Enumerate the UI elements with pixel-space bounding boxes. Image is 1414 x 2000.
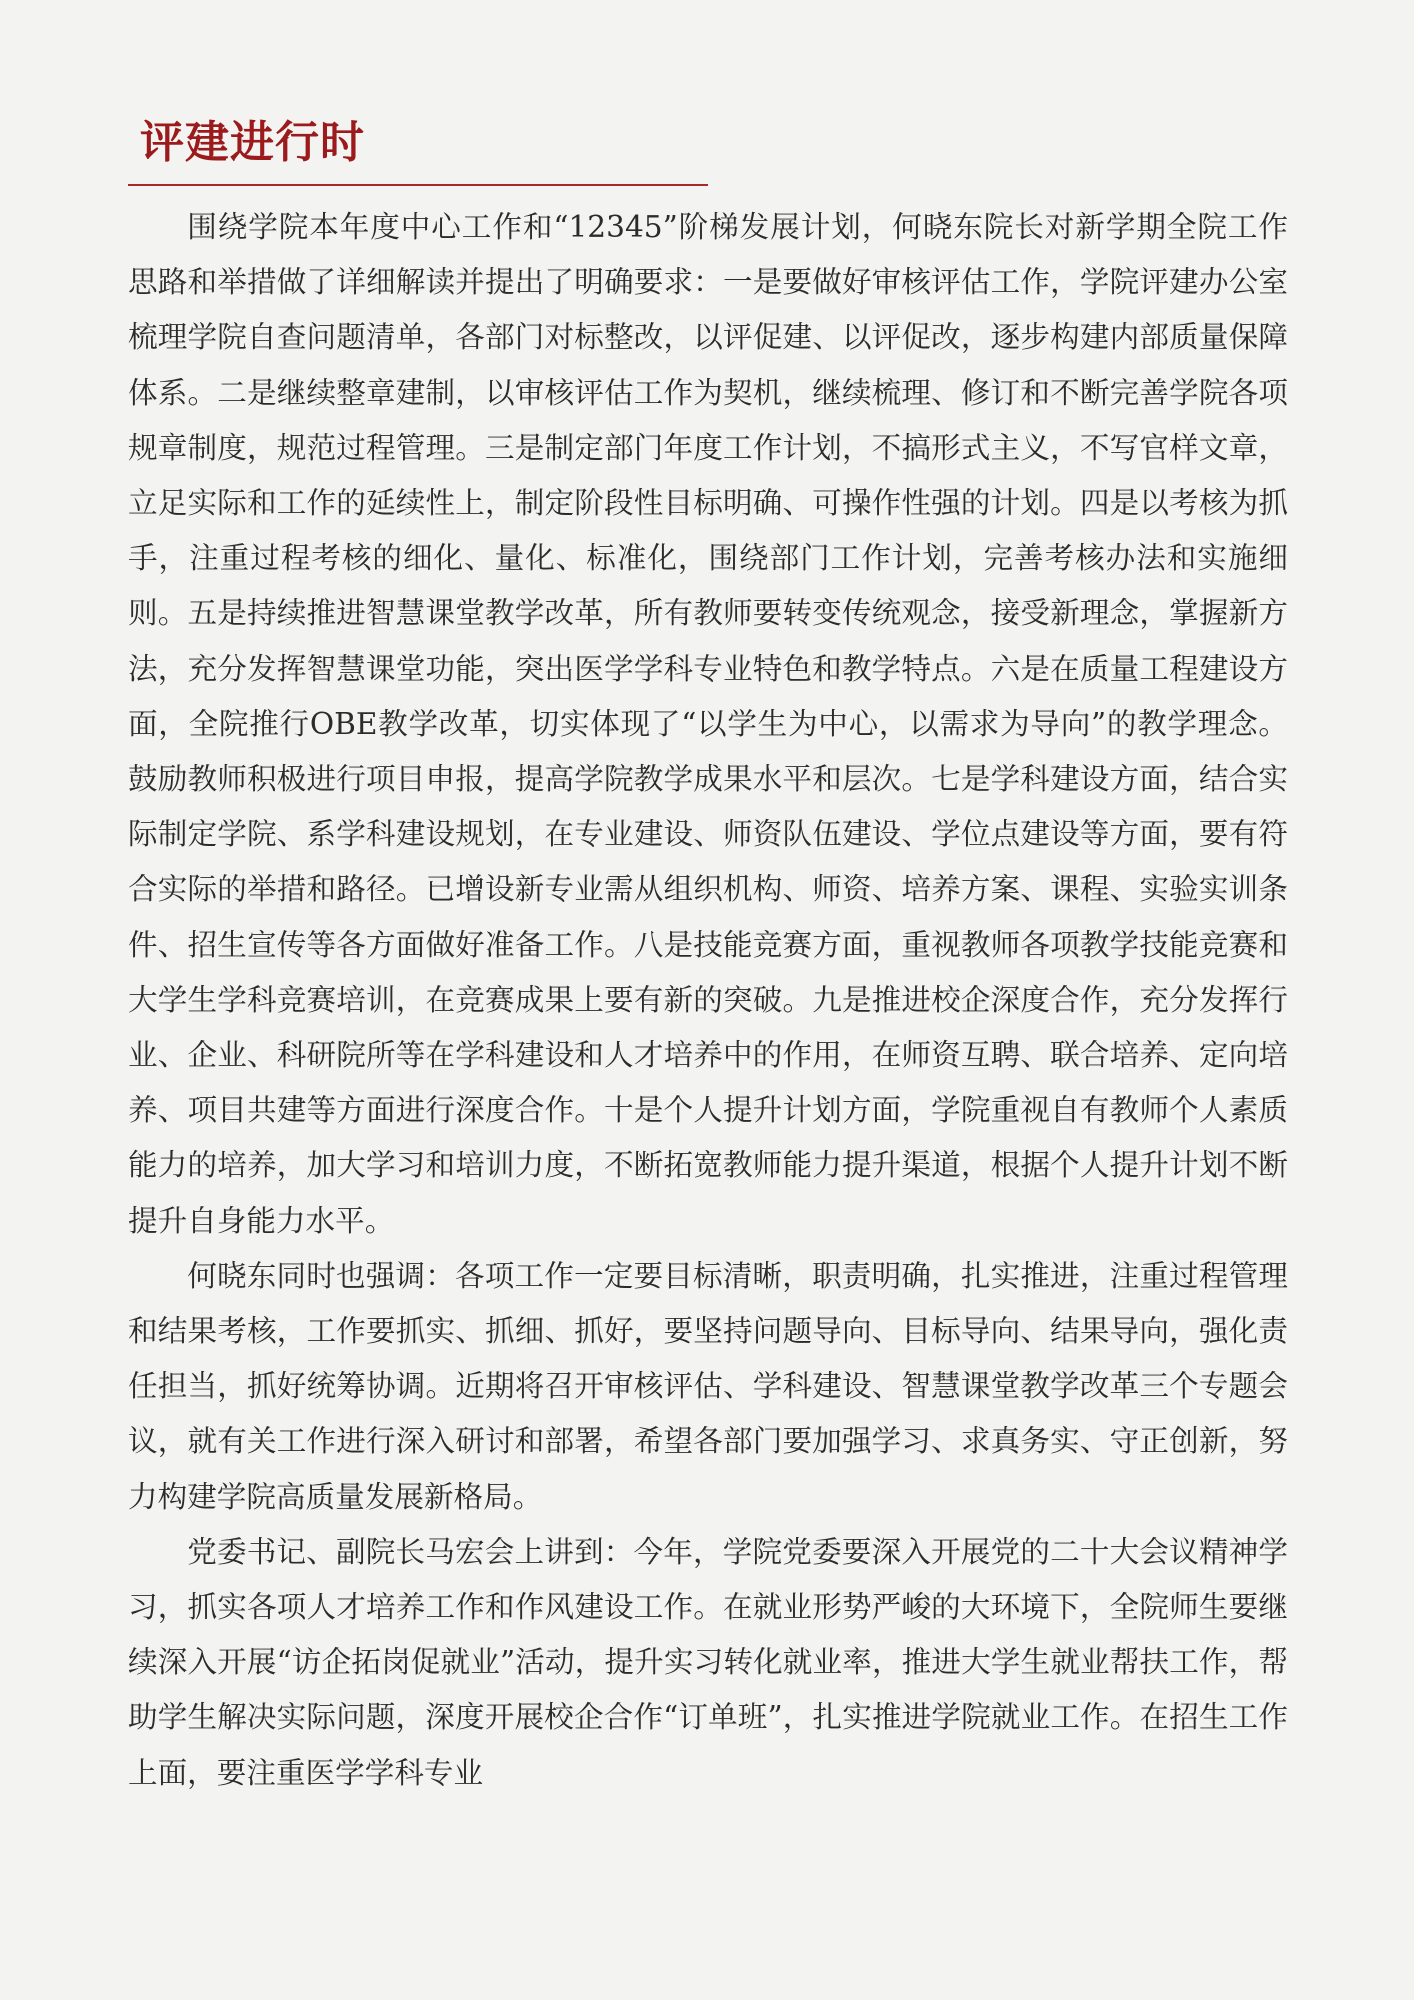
article-body xyxy=(128,200,1288,1801)
paragraph-1: 围绕学院本年度中心工作和“12345”阶梯发展计划，何晓东院长对新学期全院工作思路和举措做了详细解读并提出了明确要求：一是要做好审核评估工作，学院评建办公室梳理学院自查问题清单，各部门对标整改，以评促建、以评促改，逐步构建内部质量保障体系。二是继续整章建制，以审核评估工作为契机，继续梳理、修订和不断完善学院各项规章制度，规范过程管理。三是制定部门年度工作计划，不搞形式主义，不写官样文章，立足实际和工作的延续性上，制定阶段性目标明确、可操作性强的计划。四是以考核为抓手，注重过程考核的细化、量化、标准化，围绕部门工作计划，完善考核办法和实施细则。五是持续推进智慧课堂教学改革，所有教师要转变传统观念，接受新理念，掌握新方法，充分发挥智慧课堂功能，突出医学学科专业特色和教学特点。六是在质量工程建设方面，全院推行OBE教学改革，切实体现了“以学生为中心，以需求为导向”的教学理念。鼓励教师积极进行项目申报，提高学院教学成果水平和层次。七是学科建设方面，结合实际制定学院、系学科建设规划，在专业建设、师资队伍建设、学位点建设等方面，要有符合实际的举措和路径。已增设新专业需从组织机构、师资、培养方案、课程、实验实训条件、招生宣传等各方面做好准备工作。八是技能竞赛方面，重视教师各项教学技能竞赛和大学生学科竞赛培训，在竞赛成果上要有新的突破。九是推进校企深度合作，充分发挥行业、企业、科研院所等在学科建设和人才培养中的作用，在师资互聘、联合培养、定向培养、项目共建等方面进行深度合作。十是个人提升计划方面，学院重视自有教师个人素质能力的培养，加大学习和培训力度，不断拓宽教师能力提升渠道，根据个人提升计划不断提升自身能力水平。 xyxy=(128,210,1288,1238)
section-header xyxy=(128,108,708,186)
title-underline xyxy=(128,184,708,186)
paragraph-3: 党委书记、副院长马宏会上讲到：今年，学院党委要深入开展党的二十大会议精神学习，抓实各项人才培养工作和作风建设工作。在就业形势严峻的大环境下，全院师生要继续深入开展“访企拓岗促就业”活动，提升实习转化就业率，推进大学生就业帮扶工作，帮助学生解决实际问题，深度开展校企合作“订单班”，扎实推进学院就业工作。在招生工作上面，要注重医学学科专业 xyxy=(128,1534,1288,1790)
paragraph-2: 何晓东同时也强调：各项工作一定要目标清晰，职责明确，扎实推进，注重过程管理和结果考核，工作要抓实、抓细、抓好，要坚持问题导向、目标导向、结果导向，强化责任担当，抓好统筹协调。近期将召开审核评估、学科建设、智慧课堂教学改革三个专题会议，就有关工作进行深入研讨和部署，希望各部门要加强学习、求真务实、守正创新，努力构建学院高质量发展新格局。 xyxy=(128,1258,1288,1514)
section-title: 评建进行时 xyxy=(140,117,365,168)
